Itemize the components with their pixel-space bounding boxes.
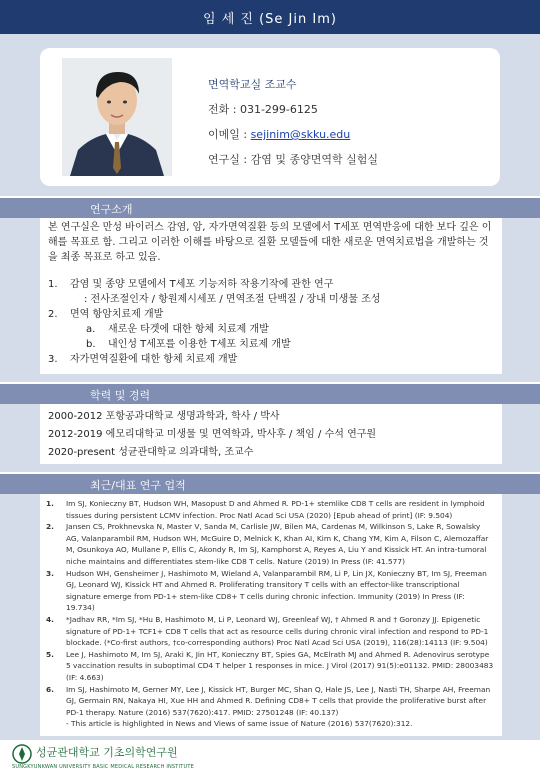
research-intro-text: 본 연구실은 만성 바이러스 감염, 암, 자가면역질환 등의 모델에서 T세포 면역반응에 대한 보다 깊은 이해를 목표로 함. 그리고 이러한 이해를 바탕으로 질환 모델들에 대한 새로운 면역치료법을 개발하는 것을 최종 목표로 하고 있음. (48, 222, 492, 263)
institute-name: 성균관대학교 기초의학연구원 (36, 746, 178, 759)
education-item: 2012-2019 에모리대학교 미생물 및 면역학과, 박사후 / 책임 / 수석 연구원 (48, 429, 377, 440)
lab-role: 면역학교실 조교수 (208, 78, 297, 91)
institute-subtitle: SUNGKYUNKWAN UNIVERSITY BASIC MEDICAL RESEARCH INSTITUTE (12, 764, 194, 770)
publication-item: 1. Im SJ, Konieczny BT, Hudson WH, Masopust D and Ahmed R. PD-1+ stemlike CD8 T cells are resident in lymphoid tissues during persistent LCMV infection. Proc Natl Acad Sci USA (2020) [Epub ahead of print] (IF: 9.504) (46, 499, 485, 520)
publications-box (40, 494, 502, 736)
aim-1-detail: : 전사조절인자 / 항원제시세포 / 면역조절 단백질 / 장내 미생물 조성 (84, 294, 381, 305)
publication-note: - This article is highlighted in News and Views of same issue of Nature (2016) 537(7620):312. (66, 719, 413, 729)
aim-2a: a. 새로운 타겟에 대한 항체 치료제 개발 (86, 324, 269, 335)
aim-3: 3. 자가면역질환에 대한 항체 치료제 개발 (48, 354, 238, 365)
email-row (208, 122, 378, 147)
footer (0, 740, 540, 780)
education-item: 2020-present 성균관대학교 의과대학, 조교수 (48, 447, 254, 458)
education-item: 2000-2012 포항공과대학교 생명과학과, 학사 / 박사 (48, 411, 280, 422)
page-title: 임 세 진 (Se Jin Im) (0, 0, 540, 34)
section-education-header (0, 382, 540, 404)
section-education-title: 학력 및 경력 (90, 389, 151, 402)
phone: 전화 : 031-299-6125 (208, 103, 318, 116)
section-research-header (0, 196, 540, 218)
section-publications-header (0, 472, 540, 494)
publication-item: 2. Jansen CS, Prokhnevska N, Master V, Sanda M, Carlisle JW, Bilen MA, Cardenas M, Wilkinson S, Lake R, Sowalsky AG, Valanparambil RM, Hudson WH, McGuire D, Melnick K, Khan AI, Kim K, Chang YM, Kim A, Filson C, Alemozaffar M, Osunkoya AO, Mullane P, Ellis C, Akondy R, Im SJ, Kamphorst A, Reyes A, Liu Y and Kissick HT. An intra-tumoral niche maintains and differentiates stem-like CD8 T cells. Nature (2019) In Press (IF: 41.577) (46, 522, 489, 566)
lab-name: 연구실 : 감염 및 종양면역학 실험실 (208, 153, 378, 166)
publication-item: 3. Hudson WH, Gensheimer J, Hashimoto M, Wieland A, Valanparambil RM, Li P, Lin JX, Konieczny BT, Im SJ, Freeman GJ, Leonard WJ, Kissick HT and Ahmed R. Proliferating transitory T cells with an effector-like transcriptional signature emerge from PD-1+ stem-like CD8+ T cells during chronic infection. Immunity (2019) In Press (IF: 19.734) (46, 568, 487, 613)
research-aims (40, 277, 502, 367)
aim-1: 1. 감염 및 종양 모델에서 T세포 기능저하 작용기작에 관한 연구 (48, 279, 334, 290)
email-label: 이메일 : (208, 128, 251, 141)
aim-2b: b. 내인성 T세포를 이용한 T세포 치료제 개발 (86, 339, 291, 350)
publication-item: 5. Lee J, Hashimoto M, Im SJ, Araki K, Jin HT, Konieczny BT, Spies GA, McElrath MJ and Ahmed R. Adenovirus serotype 5 vaccination results in suboptimal CD4 T helper 1 responses in mice. J Virol (2017) 91(5):e01132. PMID: 28003483 (IF: 4.663) (46, 649, 494, 682)
aim-2: 2. 면역 항암치료제 개발 (48, 309, 164, 320)
email-link[interactable]: sejinim@skku.edu (250, 128, 351, 141)
contact-info (208, 72, 378, 172)
section-research-title: 연구소개 (90, 203, 133, 216)
profile-card (40, 48, 500, 186)
publication-item: 4. *Jadhav RR, *Im SJ, *Hu B, Hashimoto M, Li P, Leonard WJ, Greenleaf WJ, † Ahmed R and † Goronzy JJ. Epigenetic signature of PD-1+ TCF1+ CD8 T cells that act as resource cells during chronic viral infection and respond to PD-1 blockade. (*Co-first authors, †co-corresponding authors) Proc Natl Acad Sci USA (2019), 116(28):14113 (IF: 9.504) (46, 614, 489, 648)
research-intro-box (40, 218, 502, 374)
portrait-image (62, 58, 172, 176)
university-logo-icon (12, 744, 32, 764)
profile-photo (62, 58, 172, 176)
section-publications-title: 최근/대표 연구 업적 (90, 479, 186, 492)
education-box (40, 404, 502, 464)
publication-item: 6. Im SJ, Hashimoto M, Gerner MY, Lee J, Kissick HT, Burger MC, Shan Q, Hale JS, Lee J, Nasti TH, Sharpe AH, Freeman GJ, Germain RN, Nakaya HI, Xue HH and Ahmed R. Defining CD8+ T cells that provide the proliferative burst after PD-1 therapy. Nature (2016) 537(7620):417. PMID: 27501248 (IF: 40.137) (46, 684, 491, 717)
